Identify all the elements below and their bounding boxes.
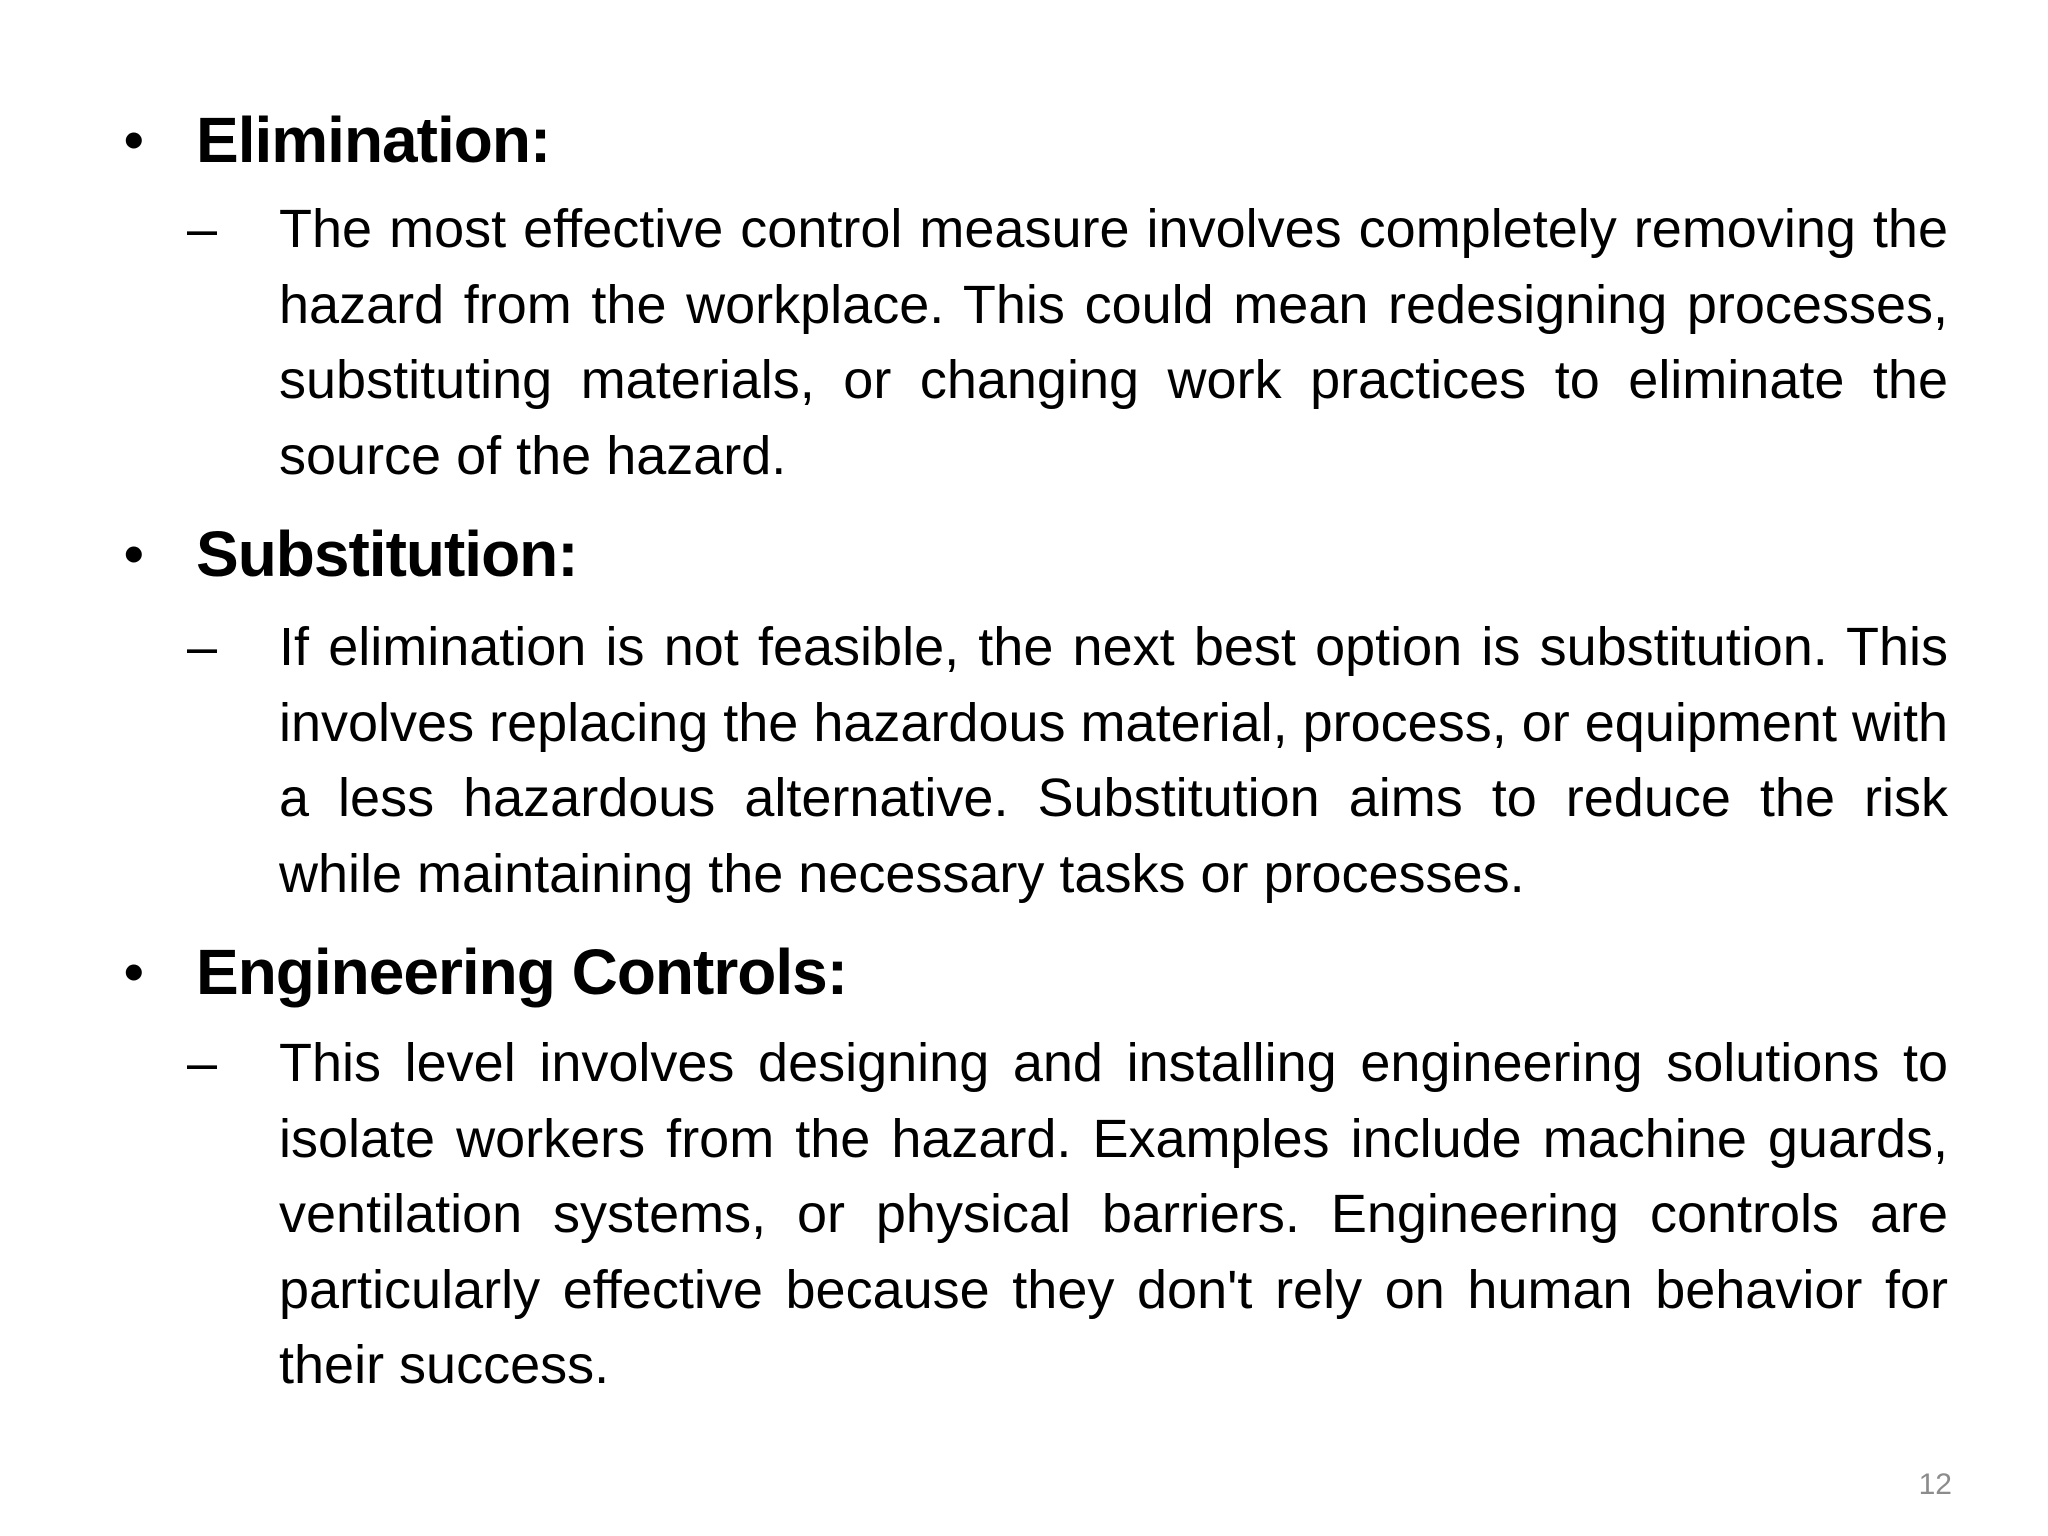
sub-item-substitution: [187, 610, 1948, 912]
sub-item-elimination: [187, 192, 1948, 494]
page-number: 12: [1918, 1468, 1952, 1501]
text-engineering-controls: This level involves designing and installing engineering solutions to isolate workers from the hazard. Examples include machine guards, ventilation systems, or physical barriers. Engineering controls are particularly effective because they don't rely on human behavior for their success.: [279, 1033, 1948, 1395]
text-elimination: The most effective control measure involves completely removing the hazard from the workplace. This could mean redesigning processes, substituting materials, or changing work practices to eliminate the source of the hazard.: [279, 199, 1948, 486]
dash-icon: –: [187, 199, 218, 259]
text-substitution: If elimination is not feasible, the next best option is substitution. This involves replacing the hazardous material, process, or equipment with a less hazardous alternative. Substitution aims to reduce the risk while maintaining the necessary tasks or processes.: [279, 617, 1948, 904]
bullet-engineering-controls: [124, 932, 1948, 1012]
bullet-icon: •: [124, 522, 143, 585]
dash-icon: –: [187, 1033, 218, 1093]
bullet-elimination: [124, 100, 1948, 180]
sub-item-engineering-controls: [187, 1026, 1948, 1404]
bullet-icon: •: [124, 940, 143, 1003]
heading-substitution: Substitution:: [196, 518, 578, 590]
bullet-substitution: [124, 514, 1948, 594]
slide-content: [124, 100, 1948, 1404]
bullet-icon: •: [124, 108, 143, 171]
heading-elimination: Elimination:: [196, 104, 551, 176]
heading-engineering-controls: Engineering Controls:: [196, 936, 847, 1008]
dash-icon: –: [187, 617, 218, 677]
